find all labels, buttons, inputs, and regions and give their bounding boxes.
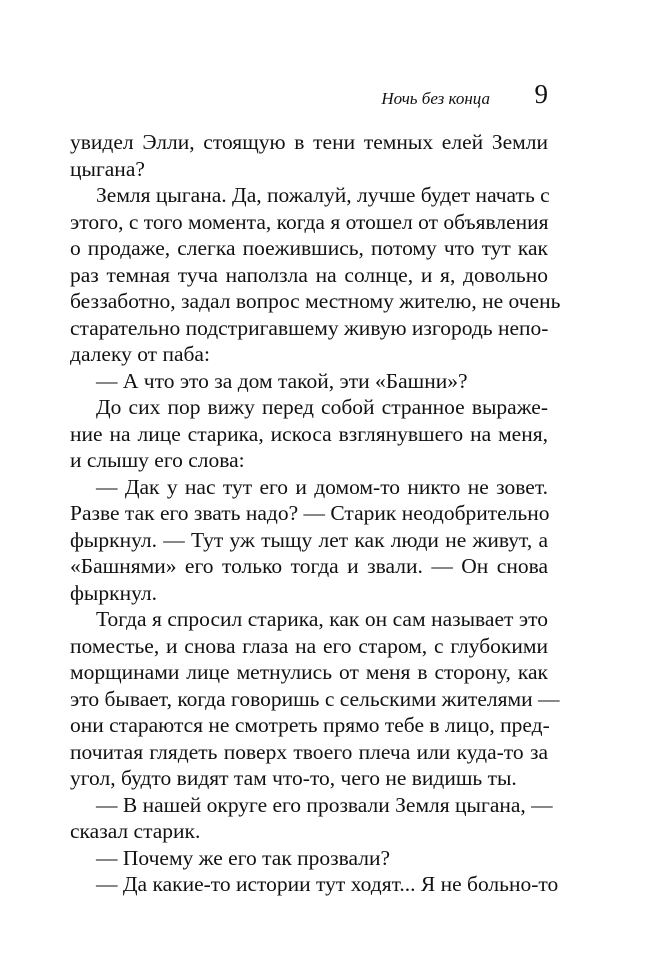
page-number: 9 (534, 79, 548, 109)
text-line: они стараются не смотреть прямо тебе в лицо, пред- (70, 713, 550, 737)
text-line: старательно подстригавшему живую изгородь непо- (70, 315, 549, 340)
text-line: раз темная туча наползла на солнце, и я, довольно (70, 262, 548, 287)
text-line: фыркнул. (70, 580, 157, 605)
text-line: Тогда я спросил старика, как он сам называет это (96, 607, 548, 631)
text-line: о продаже, слегка поежившись, потому что тут как (70, 236, 548, 260)
text-line: — А что это за дом такой, эти «Башни»? (96, 368, 468, 393)
body-text (70, 129, 561, 898)
running-title: Ночь без конца (381, 89, 490, 108)
text-line: это бывает, когда говоришь с сельскими жителями — (70, 686, 560, 711)
text-line: морщинами лице метнулись от меня в сторону, как (70, 660, 548, 684)
text-line: Земля цыгана. Да, пожалуй, лучше будет начать с (96, 183, 550, 207)
text-line: фыркнул. — Тут уж тыщу лет как люди не живут, а (70, 527, 548, 552)
text-line: — Почему же его так прозвали? (96, 845, 391, 870)
text-line: поместье, и снова глаза на его старом, с глубокими (70, 633, 548, 658)
text-line: — Да какие-то истории тут ходят... Я не больно-то (96, 872, 559, 896)
text-line: угол, будто видят там что-то, чего не видишь ты. (70, 766, 517, 790)
text-line: беззаботно, задал вопрос местному жителю, не очень (70, 289, 561, 313)
text-line: «Башнями» его только тогда и звали. — Он снова (70, 554, 548, 578)
text-line: цыгана? (70, 156, 145, 181)
text-line: — Дак у нас тут его и домом-то никто не зовет. (96, 474, 548, 499)
text-line: сказал старик. (70, 819, 201, 843)
text-line: увидел Элли, стоящую в тени темных елей Земли (70, 130, 548, 154)
running-head (0, 79, 548, 118)
text-line: Разве так его звать надо? — Старик неодобрительно (70, 501, 550, 525)
text-line: почитая глядеть поверх твоего плеча или куда-то за (70, 739, 548, 764)
text-line: — В нашей округе его прозвали Земля цыгана, — (96, 792, 553, 817)
text-line: До сих пор вижу перед собой странное выраже- (96, 395, 548, 419)
text-line: ние на лице старика, искоса взглянувшего на меня, (70, 421, 548, 446)
text-line: этого, с того момента, когда я отошел от объявления (70, 209, 549, 234)
text-line: далеку от паба: (70, 342, 210, 366)
text-line: и слышу его слова: (70, 448, 245, 472)
